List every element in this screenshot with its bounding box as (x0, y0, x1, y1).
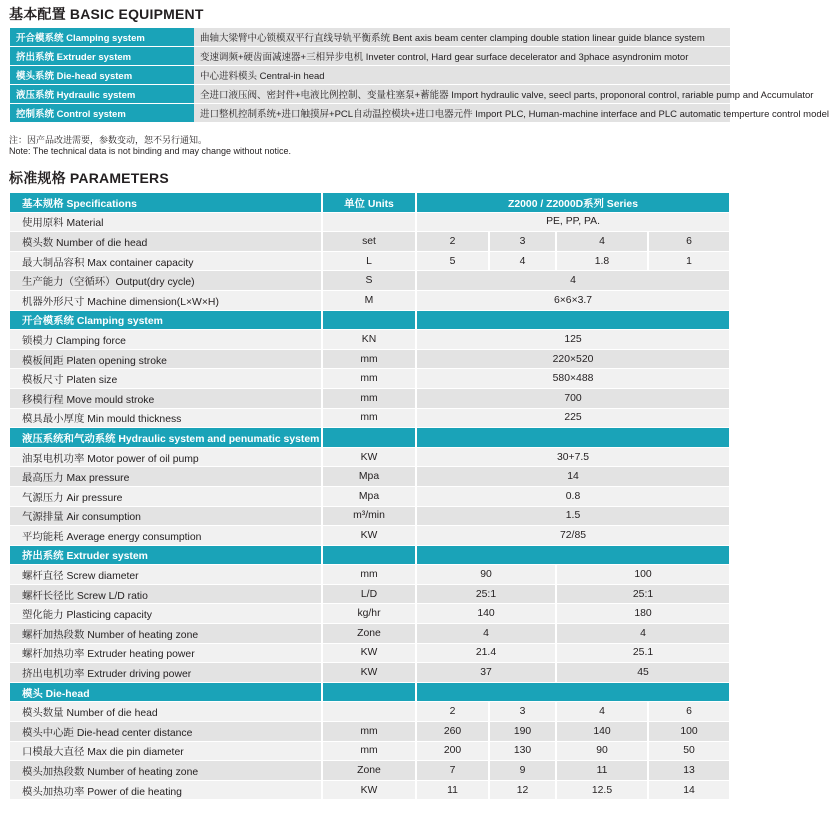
parameter-label: 口模最大直径 Max die pin diameter (10, 741, 322, 761)
parameter-label: 油泵电机功率 Motor power of oil pump (10, 447, 322, 467)
parameter-value: 5 (416, 251, 489, 271)
parameter-row (10, 584, 730, 604)
parameter-row (10, 526, 730, 546)
parameter-unit: kg/hr (322, 604, 416, 624)
parameter-value: 4 (556, 624, 730, 644)
header-series: Z2000 / Z2000D系列 Series (416, 193, 730, 212)
parameter-value: 130 (489, 741, 556, 761)
parameter-unit: Zone (322, 761, 416, 781)
parameter-label: 使用原料 Material (10, 212, 322, 232)
section-header-row (10, 545, 730, 565)
section-title-value-spacer (416, 545, 730, 565)
parameter-unit: KW (322, 526, 416, 546)
basic-equipment-row (10, 85, 730, 104)
parameter-label: 机器外形尺寸 Machine dimension(L×W×H) (10, 290, 322, 310)
parameter-unit: Mpa (322, 467, 416, 487)
parameters-table (10, 193, 731, 800)
parameter-unit (322, 702, 416, 722)
parameter-value: 1.8 (556, 251, 648, 271)
equipment-system-label: 开合模系统 Clamping system (10, 28, 194, 47)
parameter-value: 6 (648, 232, 730, 252)
parameter-row (10, 408, 730, 428)
parameter-row (10, 447, 730, 467)
section-header-row (10, 682, 730, 702)
equipment-system-label: 液压系统 Hydraulic system (10, 85, 194, 104)
section-header-row (10, 310, 730, 330)
parameter-value: 220×520 (416, 349, 730, 369)
parameter-value: 2 (416, 702, 489, 722)
parameter-value: 4 (416, 271, 730, 291)
parameter-value: 100 (648, 722, 730, 742)
parameter-label: 模头数 Number of die head (10, 232, 322, 252)
parameter-unit: mm (322, 565, 416, 585)
basic-equipment-row (10, 47, 730, 66)
section-title-value-spacer (416, 428, 730, 448)
parameter-row (10, 506, 730, 526)
parameter-value: 11 (556, 761, 648, 781)
parameter-row (10, 702, 730, 722)
parameter-row (10, 663, 730, 683)
parameter-value: 37 (416, 663, 556, 683)
parameter-row (10, 780, 730, 800)
parameter-value: 260 (416, 722, 489, 742)
parameter-row (10, 388, 730, 408)
parameter-label: 螺杆长径比 Screw L/D ratio (10, 584, 322, 604)
basic-equipment-title: 基本配置 BASIC EQUIPMENT (9, 6, 204, 22)
parameter-value: 125 (416, 330, 730, 350)
parameter-label: 塑化能力 Plasticing capacity (10, 604, 322, 624)
parameter-value: 13 (648, 761, 730, 781)
equipment-system-label: 挤出系统 Extruder system (10, 47, 194, 66)
parameter-value: 100 (556, 565, 730, 585)
parameter-row (10, 369, 730, 389)
equipment-system-description: 进口整机控制系统+进口触摸屏+PCL自动温控模块+进口电器元件 Import PLC, Human-machine interface and PLC automatic temperture control model (194, 104, 730, 123)
parameter-label: 模头加热段数 Number of heating zone (10, 761, 322, 781)
section-title-unit-spacer (322, 682, 416, 702)
parameter-unit: KW (322, 663, 416, 683)
parameter-value: 4 (556, 232, 648, 252)
parameter-unit: KW (322, 780, 416, 800)
parameter-unit: KW (322, 643, 416, 663)
basic-equipment-table (10, 28, 829, 123)
parameter-row (10, 212, 730, 232)
parameter-unit: L/D (322, 584, 416, 604)
parameter-value: 200 (416, 741, 489, 761)
parameter-value: 14 (416, 467, 730, 487)
parameter-value: 4 (416, 624, 556, 644)
parameter-value: 90 (416, 565, 556, 585)
section-title-unit-spacer (322, 545, 416, 565)
parameter-label: 模头数量 Number of die head (10, 702, 322, 722)
parameter-value: 90 (556, 741, 648, 761)
parameter-value: 12 (489, 780, 556, 800)
parameter-label: 气源压力 Air pressure (10, 486, 322, 506)
parameter-unit: L (322, 251, 416, 271)
section-title-unit-spacer (322, 310, 416, 330)
parameters-title: 标准规格 PARAMETERS (9, 170, 169, 186)
parameter-label: 锁模力 Clamping force (10, 330, 322, 350)
parameter-label: 模头加热功率 Power of die heating (10, 780, 322, 800)
parameter-label: 最大制品容积 Max container capacity (10, 251, 322, 271)
parameter-value: 2 (416, 232, 489, 252)
parameter-label: 生产能力（空循环）Output(dry cycle) (10, 271, 322, 291)
parameter-row (10, 290, 730, 310)
parameter-value: 225 (416, 408, 730, 428)
parameter-unit: KN (322, 330, 416, 350)
parameter-unit: mm (322, 388, 416, 408)
equipment-system-description: 全进口液压阀、密封件+电液比例控制、变量柱塞泵+蓄能器 Import hydraulic valve, seecl parts, proponoral control, rariable pump and Accumulator (194, 85, 730, 104)
parameter-value: 50 (648, 741, 730, 761)
parameter-label: 模板间距 Platen opening stroke (10, 349, 322, 369)
equipment-system-description: 中心进料模头 Central-in head (194, 66, 730, 85)
parameter-value: 14 (648, 780, 730, 800)
parameter-value: 25:1 (416, 584, 556, 604)
parameter-value: 6×6×3.7 (416, 290, 730, 310)
parameter-row (10, 722, 730, 742)
section-title: 挤出系统 Extruder system (10, 545, 322, 565)
parameter-value: 140 (416, 604, 556, 624)
parameter-value: 11 (416, 780, 489, 800)
parameter-row (10, 643, 730, 663)
parameter-value: 140 (556, 722, 648, 742)
parameter-value: 580×488 (416, 369, 730, 389)
section-title-value-spacer (416, 310, 730, 330)
parameter-row (10, 604, 730, 624)
basic-equipment-row (10, 104, 730, 123)
parameter-unit: Mpa (322, 486, 416, 506)
parameter-value: 4 (556, 702, 648, 722)
parameter-label: 模板尺寸 Platen size (10, 369, 322, 389)
parameter-unit: KW (322, 447, 416, 467)
parameter-value: 12.5 (556, 780, 648, 800)
parameter-value: 190 (489, 722, 556, 742)
parameter-value: 0.8 (416, 486, 730, 506)
parameter-label: 螺杆加热功率 Extruder heating power (10, 643, 322, 663)
parameter-row (10, 330, 730, 350)
section-header-row (10, 428, 730, 448)
note-chinese: 注：因产品改进需要，参数变动，恕不另行通知。 (9, 135, 208, 145)
parameter-unit: mm (322, 408, 416, 428)
parameter-row (10, 565, 730, 585)
parameter-label: 平均能耗 Average energy consumption (10, 526, 322, 546)
parameter-label: 模具最小厚度 Min mould thickness (10, 408, 322, 428)
parameter-row (10, 232, 730, 252)
parameter-unit: Zone (322, 624, 416, 644)
basic-equipment-row (10, 28, 730, 47)
parameter-value: 45 (556, 663, 730, 683)
parameter-value: 180 (556, 604, 730, 624)
parameter-value: 7 (416, 761, 489, 781)
equipment-system-description: 变速调频+硬齿面减速器+三相异步电机 Inveter control, Hard gear surface decelerator and 3phace asyndronim motor (194, 47, 730, 66)
parameter-label: 最高压力 Max pressure (10, 467, 322, 487)
parameter-row (10, 349, 730, 369)
parameter-unit: set (322, 232, 416, 252)
parameter-value: 1 (648, 251, 730, 271)
parameter-unit: S (322, 271, 416, 291)
parameter-value: 700 (416, 388, 730, 408)
parameter-value: 9 (489, 761, 556, 781)
parameter-value: 21.4 (416, 643, 556, 663)
parameters-header-row (10, 193, 730, 212)
parameter-unit: mm (322, 369, 416, 389)
section-title-value-spacer (416, 682, 730, 702)
parameter-row (10, 761, 730, 781)
parameter-label: 螺杆加热段数 Number of heating zone (10, 624, 322, 644)
equipment-system-label: 控制系统 Control system (10, 104, 194, 123)
parameter-value: 3 (489, 232, 556, 252)
basic-equipment-row (10, 66, 730, 85)
note-english: Note: The technical data is not binding and may change without notice. (9, 146, 292, 156)
parameter-value: 72/85 (416, 526, 730, 546)
parameter-row (10, 624, 730, 644)
parameter-unit: m³/min (322, 506, 416, 526)
parameter-value: 3 (489, 702, 556, 722)
section-title: 开合模系统 Clamping system (10, 310, 322, 330)
parameter-value: 25:1 (556, 584, 730, 604)
equipment-system-description: 曲轴大梁臂中心锁模双平行直线导轨平衡系统 Bent axis beam center clamping double station linear guide blance system (194, 28, 730, 47)
parameter-value: PE, PP, PA. (416, 212, 730, 232)
parameter-value: 25.1 (556, 643, 730, 663)
parameter-unit (322, 212, 416, 232)
parameter-label: 移模行程 Move mould stroke (10, 388, 322, 408)
parameter-label: 挤出电机功率 Extruder driving power (10, 663, 322, 683)
parameter-row (10, 741, 730, 761)
parameter-unit: mm (322, 741, 416, 761)
parameter-label: 气源排量 Air consumption (10, 506, 322, 526)
parameter-value: 6 (648, 702, 730, 722)
parameter-value: 1.5 (416, 506, 730, 526)
parameter-row (10, 467, 730, 487)
parameter-row (10, 271, 730, 291)
section-title-unit-spacer (322, 428, 416, 448)
equipment-system-label: 模头系统 Die-head system (10, 66, 194, 85)
parameter-row (10, 486, 730, 506)
parameter-unit: mm (322, 349, 416, 369)
parameter-unit: mm (322, 722, 416, 742)
parameter-value: 4 (489, 251, 556, 271)
parameter-label: 模头中心距 Die-head center distance (10, 722, 322, 742)
section-title: 模头 Die-head (10, 682, 322, 702)
parameter-value: 30+7.5 (416, 447, 730, 467)
section-title: 液压系统和气动系统 Hydraulic system and penumatic system (10, 428, 322, 448)
header-units: 单位 Units (322, 193, 416, 212)
parameter-row (10, 251, 730, 271)
parameter-unit: M (322, 290, 416, 310)
parameter-label: 螺杆直径 Screw diameter (10, 565, 322, 585)
header-specifications: 基本规格 Specifications (10, 193, 322, 212)
